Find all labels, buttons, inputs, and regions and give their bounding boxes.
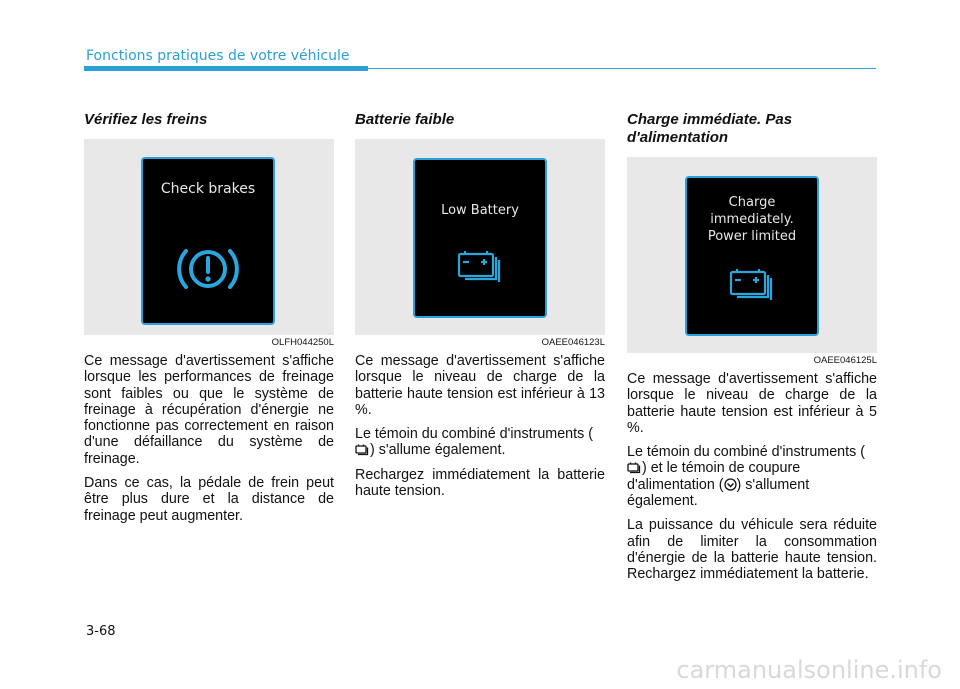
brake-warning-icon [176,243,240,295]
column-charge-immediately [627,111,877,591]
display-screen [685,176,819,336]
column-check-brakes [84,111,334,532]
figure-caption: OAEE046123L [541,337,605,348]
screen-line: Charge [728,195,776,210]
paragraph-text: ) s'allument également. [627,476,810,510]
heading-charge-immediately [627,111,877,147]
paragraph-text: ) s'allume également. [370,442,506,459]
battery-icon [355,443,370,456]
heading-check-brakes: Vérifiez les freins [84,111,208,128]
screen-message [687,194,817,245]
paragraph: Ce message d'avertissement s'affiche lorsque les performances de freinage sont faibles ou que le système de freinage à récupération d'énergie ne fonctionne pas correctement en raison d'une défaillance du système de freinage. [84,353,334,467]
paragraph-text: Le témoin du combiné d'instruments ( [627,444,865,461]
display-screen [141,157,275,325]
battery-icon [627,461,642,474]
paragraph: Ce message d'avertissement s'affiche lorsque le niveau de charge de la batterie haute tension est inférieur à 13 %. [355,353,605,418]
figure-check-brakes [84,139,334,348]
column-low-battery [355,111,605,507]
body-text [355,353,605,499]
header-rule-thin [368,68,876,69]
figure-caption: OAEE046125L [813,355,877,366]
body-text [627,371,877,583]
display-screen [413,158,547,318]
paragraph [355,426,605,459]
paragraph: Dans ce cas, la pédale de frein peut être plus dure et la distance de freinage peut augmenter. [84,475,334,524]
paragraph: Rechargez immédiatement la batterie haute tension. [355,466,605,500]
figure-caption: OLFH044250L [271,337,334,348]
screen-message: Low Battery [441,203,519,218]
battery-icon [457,248,503,282]
power-limit-icon [724,478,737,491]
body-text [84,353,334,524]
figure-low-battery [355,139,605,348]
paragraph-text: ) et le témoin de coupure d'alimentation ( [627,460,801,493]
heading-low-battery: Batterie faible [355,111,455,128]
paragraph [627,444,877,509]
screen-line: immediately. [710,212,794,227]
screen-message: Check brakes [160,181,256,197]
battery-icon [729,266,775,300]
watermark: carmanualsonline.info [676,656,942,684]
paragraph: Ce message d'avertissement s'affiche lorsque le niveau de charge de la batterie haute tension est inférieur à 5 %. [627,371,877,436]
heading-line: Charge immédiate. Pas [627,111,793,128]
heading-line: d'alimentation [627,129,729,146]
section-title: Fonctions pratiques de votre véhicule [86,48,350,64]
header-rule-thick [84,66,368,71]
screen-line: Power limited [707,229,797,244]
page-number: 3-68 [86,624,116,639]
paragraph-text: Le témoin du combiné d'instruments ( [355,426,593,443]
figure-charge-immediately [627,157,877,366]
paragraph: La puissance du véhicule sera réduite afin de limiter la consommation d'énergie de la batterie haute tension. Rechargez immédiatement la batterie. [627,517,877,583]
